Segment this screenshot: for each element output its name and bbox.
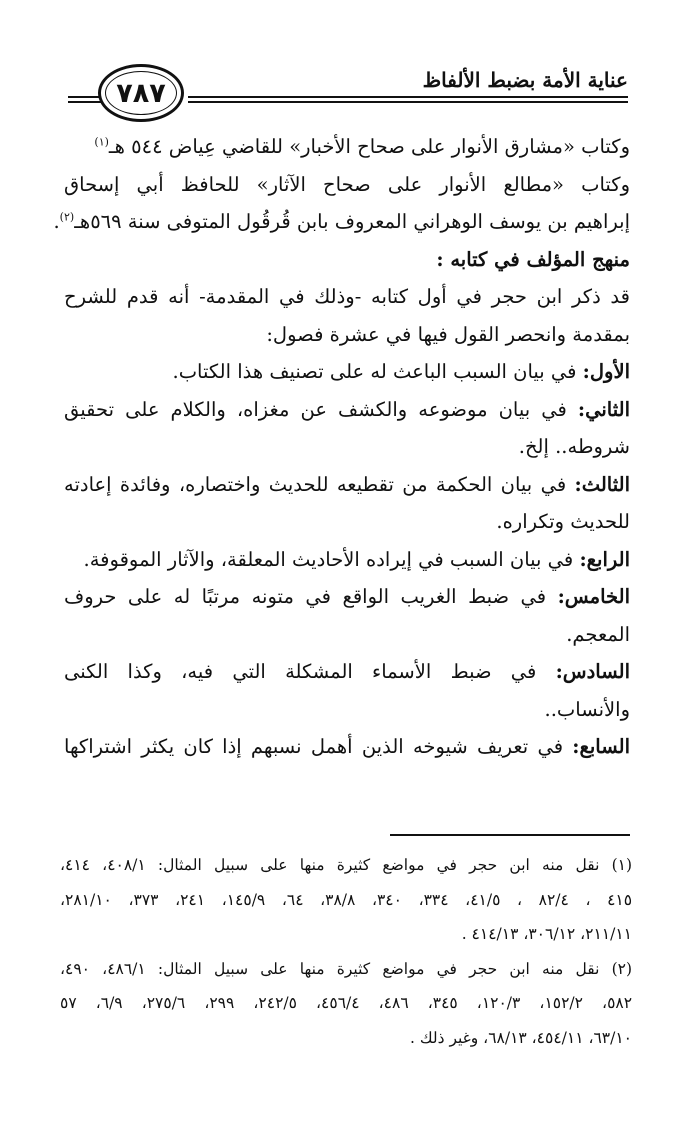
chapter-text: في تعريف شيوخه الذين أهمل نسبهم إذا كان يكثر اشتراكها (64, 735, 573, 758)
chapter-label: الرابع: (579, 547, 630, 571)
chapter-5 (64, 578, 630, 616)
footnote-ref-1: (١) (94, 135, 109, 149)
text-line-9: شروطه.. إلخ. (518, 435, 630, 458)
chapter-text: في بيان الحكمة من تقطيعه للحديث واختصاره، وفائدة إعادته (64, 472, 575, 496)
text-line-6: بمقدمة وانحصر القول فيها في عشرة فصول: (266, 322, 630, 346)
text-line (53, 203, 630, 241)
chapter-3 (64, 466, 630, 504)
footnote-1-line-2: ٤١٥ ، ٨٢/٤ ، ٤١/٥، ٣٣٤، ٣٤٠، ٣٨/٨، ٦٤، ١٤٥/٩، ٢٤١، ٣٧٣، ٢٨١/١٠، (60, 890, 633, 909)
chapter-4 (64, 541, 630, 579)
footnote-1-line-3: ٢١١/١١، ٣٠٦/١٢، ٤١٤/١٣ . (461, 925, 632, 943)
chapter-label: الثاني: (577, 397, 630, 421)
chapter-1 (64, 353, 630, 391)
chapter-label: السادس: (555, 660, 630, 683)
chapter-text: في بيان السبب الباعث له على تصنيف هذا الكتاب. (172, 360, 583, 383)
text-line-3: إبراهيم بن يوسف الوهراني المعروف بابن قُرقُول المتوفى سنة ٥٦٩هـ (74, 210, 630, 233)
footnotes (60, 848, 632, 1055)
running-title: عناية الأمة بضبط الألفاظ (415, 68, 628, 92)
chapter-label: الأول: (582, 360, 630, 383)
footnote-1-line-1: (١) نقل منه ابن حجر في مواضع كثيرة منها على سبيل المثال: ٤٠٨/١، ٤١٤، (60, 856, 633, 874)
text-line-5: قد ذكر ابن حجر في أول كتابه -وذلك في المقدمة- أنه قدم للشرح (64, 285, 630, 308)
footnote-2-line-1: (٢) نقل منه ابن حجر في مواضع كثيرة منها على سبيل المثال: ٤٨٦/١، ٤٩٠، (60, 959, 633, 978)
period: . (53, 210, 60, 233)
chapter-label: الثالث: (574, 472, 630, 496)
chapter-text: في بيان السبب في إيراده الأحاديث المعلقة، والآثار الموقوفة. (83, 547, 580, 571)
text-line-11: للحديث وتكراره. (496, 510, 630, 533)
chapter-label: السابع: (572, 735, 630, 758)
chapter-2 (64, 391, 630, 429)
footnote-2-line-3: ٦٣/١٠، ٤٥٤/١١، ٦٨/١٣، وغير ذلك . (409, 1028, 632, 1047)
footnote-2-line-2: ٥٨٢، ١٥٢/٢، ١٢٠/٣، ٣٤٥، ٤٨٦، ٤٥٦/٤، ٢٤٢/٥، ٢٩٩، ٢٧٥/٦، ٦/٩، ٥٧ (60, 994, 633, 1012)
text-line-14: المعجم. (566, 622, 630, 646)
chapter-text: في ضبط الأسماء المشكلة التي فيه، وكذا الكنى (64, 660, 556, 683)
chapter-label: الخامس: (557, 585, 630, 608)
text-line-1: وكتاب «مشارق الأنوار على صحاح الأخبار» للقاضي عِياض ٥٤٤ هـ (108, 135, 630, 158)
text-line-16: والأنساب.. (544, 697, 630, 721)
page-number: ٧٨٧ (116, 77, 166, 109)
page-header (68, 62, 628, 126)
chapter-text: في ضبط الغريب الواقع في متونه مرتبًا له على حروف (64, 585, 558, 608)
text-line (64, 128, 630, 166)
main-text (53, 128, 630, 766)
text-line-2: وكتاب «مطالع الأنوار على صحاح الآثار» للحافظ أبي إسحاق (64, 172, 630, 196)
chapter-text: في بيان موضوعه والكشف عن مغزاه، والكلام على تحقيق (64, 397, 578, 421)
footnote-ref-2: (٢) (59, 210, 75, 224)
page-number-badge (98, 64, 184, 122)
chapter-7 (64, 728, 630, 766)
section-heading: منهج المؤلف في كتابه : (436, 247, 630, 271)
chapter-6 (64, 653, 630, 691)
footnote-separator (390, 834, 630, 836)
header-rule-right (188, 96, 628, 106)
